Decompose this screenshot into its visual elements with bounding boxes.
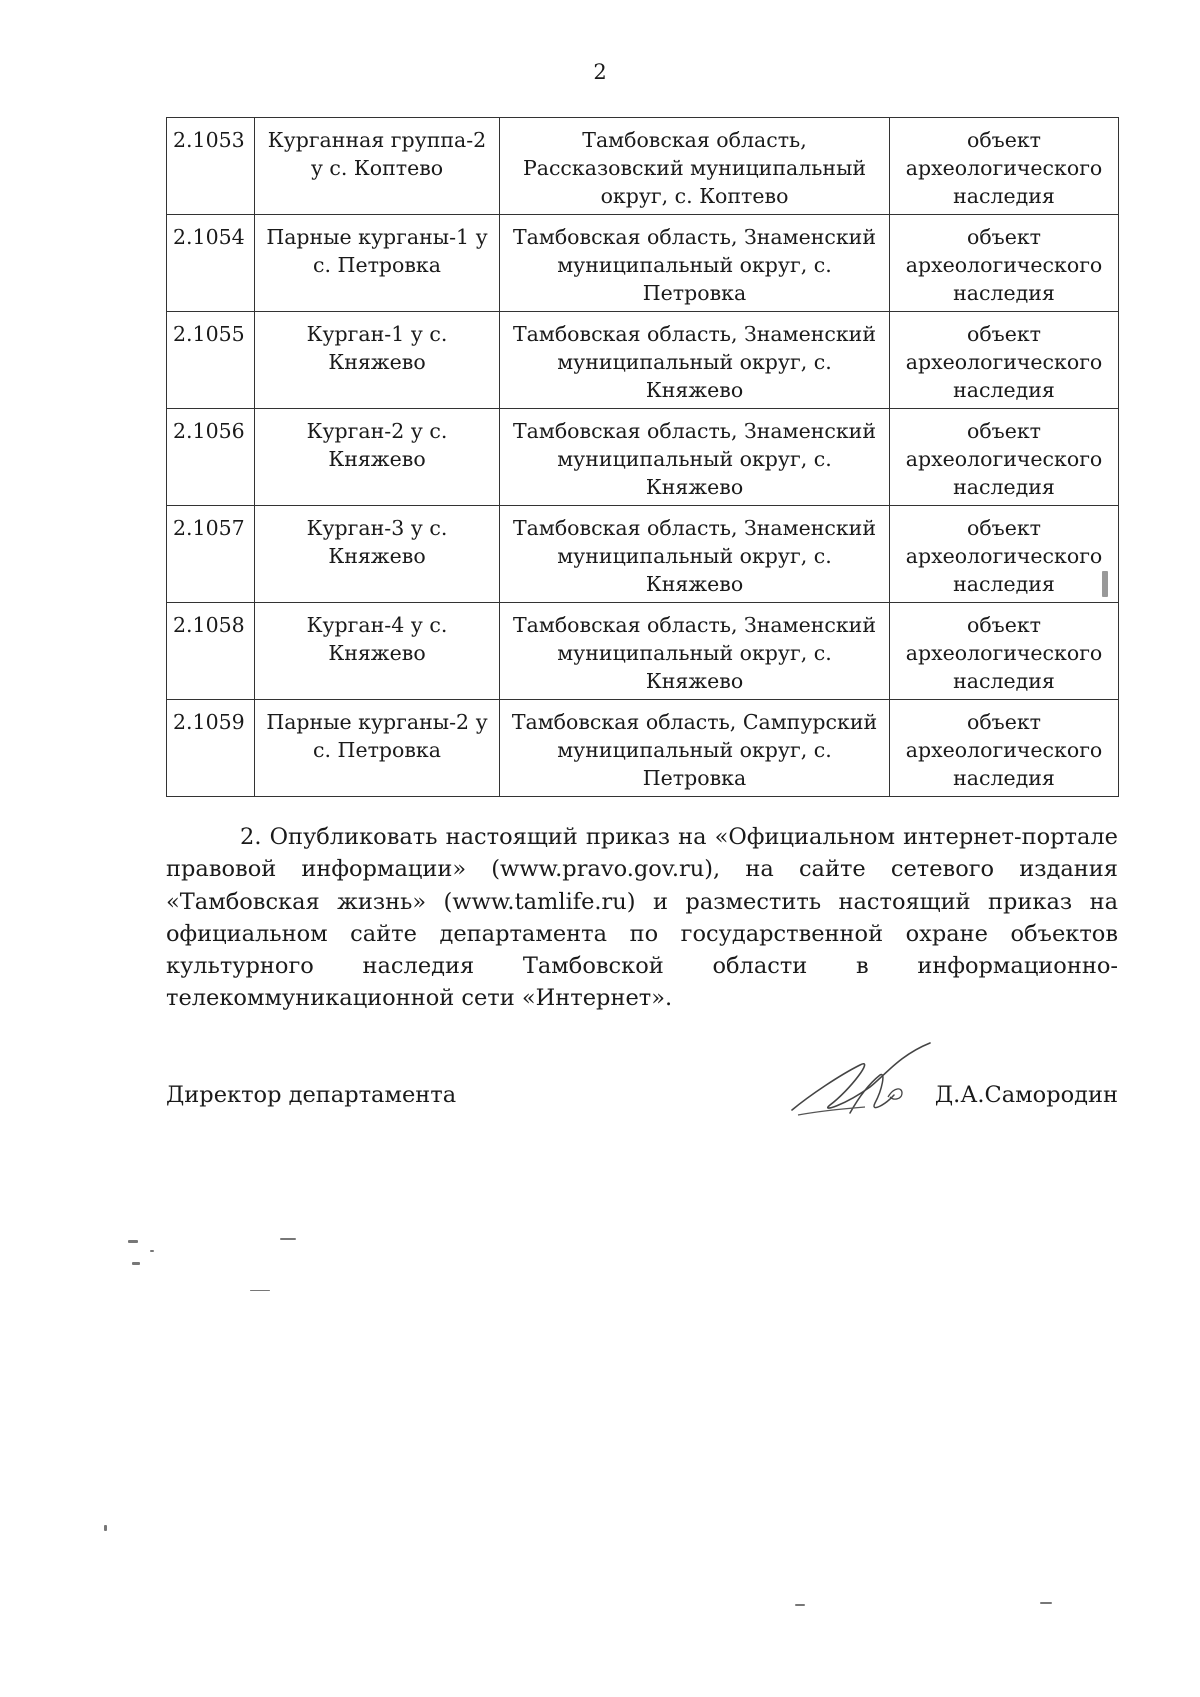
object-name: Курган-4 у с. Княжево (255, 603, 500, 700)
object-location: Тамбовская область, Знаменский муниципальный округ, с. Княжево (500, 409, 890, 506)
row-number: 2.1056 (167, 409, 255, 506)
row-number: 2.1057 (167, 506, 255, 603)
object-type: объект археологического наследия (890, 603, 1119, 700)
handwritten-signature-icon (790, 1035, 940, 1125)
scan-speck (1040, 1602, 1052, 1604)
row-number: 2.1059 (167, 700, 255, 797)
object-name: Курганная группа-2 у с. Коптево (255, 118, 500, 215)
object-name: Курган-2 у с. Княжево (255, 409, 500, 506)
table-row (167, 215, 1119, 312)
row-number: 2.1055 (167, 312, 255, 409)
row-number: 2.1053 (167, 118, 255, 215)
scan-speck (795, 1604, 805, 1606)
table-row (167, 506, 1119, 603)
object-name: Курган-1 у с. Княжево (255, 312, 500, 409)
object-name: Парные курганы-1 у с. Петровка (255, 215, 500, 312)
scan-speck (1102, 571, 1108, 597)
scan-speck (104, 1525, 107, 1531)
object-name: Курган-3 у с. Княжево (255, 506, 500, 603)
row-number: 2.1054 (167, 215, 255, 312)
row-number: 2.1058 (167, 603, 255, 700)
object-location: Тамбовская область, Знаменский муниципальный округ, с. Княжево (500, 506, 890, 603)
object-type: объект археологического наследия (890, 215, 1119, 312)
signature-block (166, 1082, 1118, 1142)
heritage-objects-table (166, 117, 1119, 797)
object-type: объект археологического наследия (890, 506, 1119, 603)
table-row (167, 700, 1119, 797)
scan-speck (128, 1240, 138, 1243)
object-type: объект археологического наследия (890, 312, 1119, 409)
object-location: Тамбовская область, Сампурский муниципальный округ, с. Петровка (500, 700, 890, 797)
object-location: Тамбовская область, Знаменский муниципальный округ, с. Петровка (500, 215, 890, 312)
scan-speck (250, 1290, 270, 1291)
object-type: объект археологического наследия (890, 118, 1119, 215)
page-number: 2 (593, 60, 607, 84)
table-row (167, 603, 1119, 700)
signatory-name: Д.А.Самородин (934, 1082, 1118, 1108)
signatory-position: Директор департамента (166, 1082, 457, 1108)
table-row (167, 312, 1119, 409)
scan-speck (280, 1238, 296, 1240)
object-name: Парные курганы-2 у с. Петровка (255, 700, 500, 797)
object-type: объект археологического наследия (890, 700, 1119, 797)
scan-speck (132, 1262, 140, 1265)
object-location: Тамбовская область, Рассказовский муниципальный округ, с. Коптево (500, 118, 890, 215)
scan-speck (150, 1250, 154, 1252)
object-location: Тамбовская область, Знаменский муниципальный округ, с. Княжево (500, 312, 890, 409)
object-type: объект археологического наследия (890, 409, 1119, 506)
object-location: Тамбовская область, Знаменский муниципальный округ, с. Княжево (500, 603, 890, 700)
table-row (167, 118, 1119, 215)
publication-paragraph: 2. Опубликовать настоящий приказ на «Официальном интернет-портале правовой информации» (www.pravo.gov.ru), на сайте сетевого издания «Тамбовская жизнь» (www.tamlife.ru) и разместить настоящий приказ на официальном сайте департамента по государственной охране объектов культурного наследия Тамбовской области в информационно-телекоммуникационной сети «Интернет». (166, 824, 1118, 1012)
table-row (167, 409, 1119, 506)
